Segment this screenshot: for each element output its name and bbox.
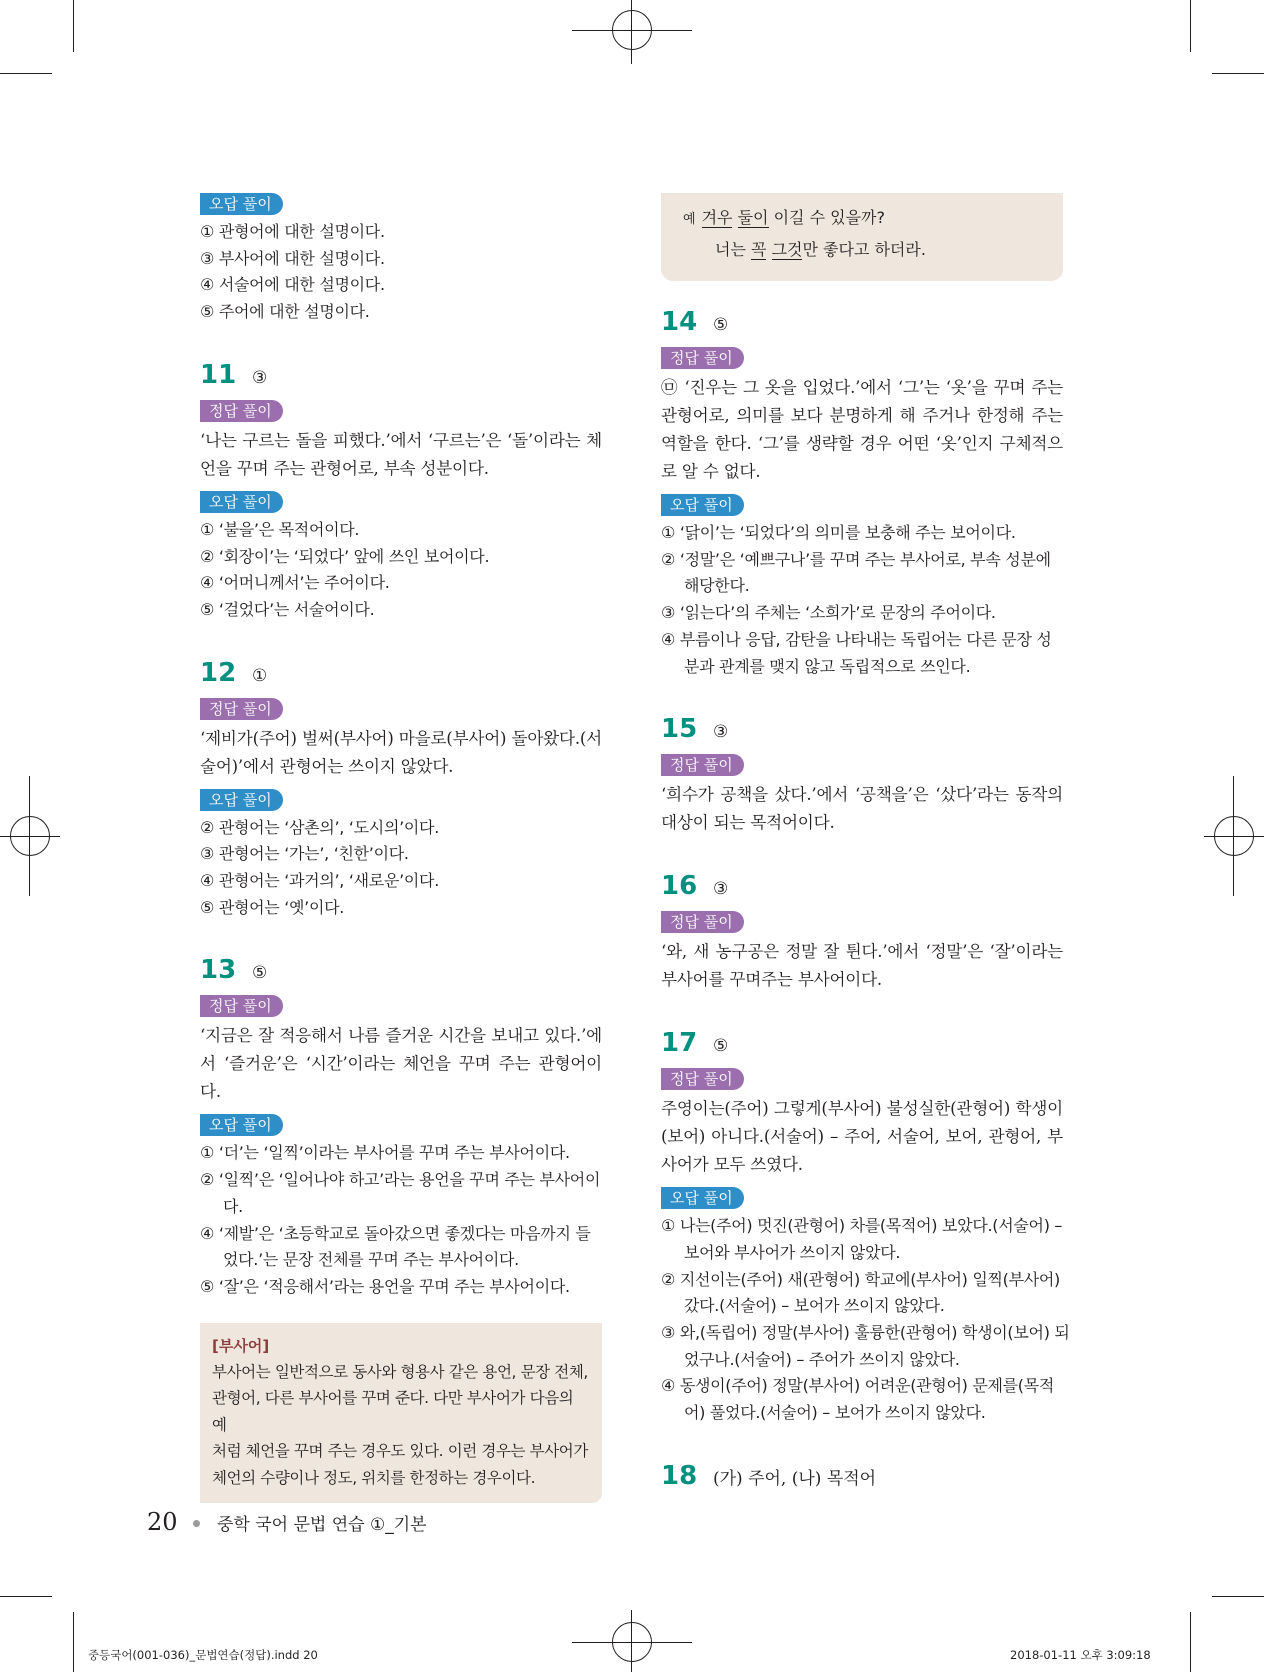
- wrong-answer-badge: 오답 풀이: [200, 789, 283, 811]
- registration-line: [631, 1610, 632, 1672]
- answer-choice: ①: [252, 665, 268, 686]
- question-header: [661, 871, 1063, 901]
- file-slug: 중등국어(001-036)_문법연습(정답).indd 20: [88, 1648, 318, 1662]
- explanation-text: ㉤ ‘진우는 그 옷을 입었다.’에서 ‘그’는 ‘옷’을 꾸며 주는 관형어로, 의미를 보다 분명하게 해 주거나 한정해 주는 역할을 한다. ‘그’를 생략할 경우 어떤 ‘옷’인지 구체적으로 알 수 없다.: [661, 378, 1063, 481]
- explanation-text: ‘나는 구르는 돌을 피했다.’에서 ‘구르는’은 ‘돌’이라는 체언을 꾸며 주는 관형어로, 부속 성분이다.: [200, 430, 602, 478]
- note-line: 관형어, 다른 부사어를 꾸며 준다. 다만 부사어가 다음의 예: [212, 1389, 574, 1434]
- wrong-answer-list: [200, 517, 602, 624]
- underlined-word: 둘이: [737, 208, 769, 227]
- list-item: ① ‘더’는 ‘일찍’이라는 부사어를 꾸며 주는 부사어이다.: [200, 1143, 570, 1163]
- correct-answer-badge: 정답 풀이: [661, 347, 744, 369]
- question-header: [661, 1028, 1063, 1058]
- crop-mark: [0, 73, 52, 74]
- explanation-text: ‘희수가 공책을 샀다.’에서 ‘공책을’은 ‘샀다’라는 동작의 대상이 되는 목적어이다.: [661, 785, 1063, 833]
- wrong-answer-list: [661, 520, 1063, 680]
- question-number: 14: [661, 307, 698, 337]
- answer-choice: ⑤: [252, 963, 268, 984]
- crop-mark: [1212, 73, 1264, 74]
- explanation-text: 주영이는(주어) 그렇게(부사어) 불성실한(관형어) 학생이(보어) 아니다.(서술어) – 주어, 서술어, 보어, 관형어, 부사어가 모두 쓰였다.: [661, 1099, 1063, 1175]
- registration-line: [29, 776, 30, 896]
- list-item: ① ‘불을’은 목적어이다.: [200, 519, 360, 539]
- list-item: ① ‘닭이’는 ‘되었다’의 의미를 보충해 주는 보어이다.: [661, 523, 1016, 542]
- list-item-continued: 었구나.(서술어) – 주어가 쓰이지 않았다.: [684, 1349, 960, 1369]
- list-item: ④ 부름이나 응답, 감탄을 나타내는 독립어는 다른 문장 성: [661, 629, 1052, 649]
- question-header: [661, 307, 1063, 337]
- list-item: ② ‘일찍’은 ‘일어나야 하고’라는 용언을 꾸며 주는 부사어이: [200, 1170, 601, 1190]
- explanation-text: ‘제비가(주어) 벌써(부사어) 마을로(부사어) 돌아왔다.(서술어)’에서 관형어는 쓰이지 않았다.: [200, 728, 602, 776]
- wrong-answer-list: [200, 815, 602, 922]
- crop-mark: [1190, 0, 1191, 52]
- wrong-answer-badge: 오답 풀이: [200, 491, 283, 513]
- question-number: 13: [200, 955, 237, 986]
- answer-choice: ③: [713, 722, 729, 743]
- list-item: ⑤ ‘잘’은 ‘적응해서’라는 용언을 꾸며 주는 부사어이다.: [200, 1276, 570, 1296]
- answer-choice: ⑤: [713, 315, 729, 335]
- list-item: ④ ‘제발’은 ‘초등학교로 돌아갔으면 좋겠다는 마음까지 들: [200, 1223, 591, 1243]
- example-line: 예 겨우 둘이 이길 수 있을까?: [683, 208, 885, 227]
- list-item-continued: 해당한다.: [684, 576, 750, 596]
- crop-mark: [0, 1596, 52, 1597]
- right-column: [661, 193, 1070, 1501]
- wrong-answer-badge: 오답 풀이: [200, 193, 283, 215]
- list-item: ④ 관형어는 ‘과거의’, ‘새로운’이다.: [200, 871, 439, 891]
- wrong-answer-list: [661, 1213, 1070, 1427]
- correct-answer-badge: 정답 풀이: [200, 995, 283, 1017]
- registration-line: [1233, 776, 1234, 896]
- question-number: 18: [661, 1460, 698, 1491]
- book-title: 중학 국어 문법 연습 ①_기본: [217, 1515, 427, 1535]
- underlined-word: 그것: [771, 240, 803, 259]
- crop-mark: [73, 0, 74, 52]
- list-item: ② ‘회장이’는 ‘되었다’ 앞에 쓰인 보어이다.: [200, 546, 490, 566]
- list-item: ③ 와,(독립어) 정말(부사어) 훌륭한(관형어) 학생이(보어) 되: [661, 1323, 1070, 1343]
- question-header: [661, 1461, 1063, 1491]
- answer-text: (가) 주어, (나) 목적어: [713, 1468, 877, 1489]
- question-number: 11: [200, 359, 237, 390]
- correct-answer-badge: 정답 풀이: [661, 754, 744, 776]
- list-item: ② ‘정말’은 ‘예쁘구나’를 꾸며 주는 부사어로, 부속 성분에: [661, 549, 1051, 569]
- correct-answer-badge: 정답 풀이: [200, 698, 283, 720]
- explanation-text: ‘지금은 잘 적응해서 나름 즐거운 시간을 보내고 있다.’에서 ‘즐거운’은 ‘시간’이라는 체언을 꾸며 주는 관형어이다.: [200, 1026, 602, 1102]
- list-item: ① 관형어에 대한 설명이다.: [200, 222, 385, 241]
- note-box: [200, 1323, 602, 1504]
- list-item-continued: 보어와 부사어가 쓰이지 않았다.: [684, 1242, 901, 1262]
- wrong-answer-badge: 오답 풀이: [200, 1114, 283, 1136]
- list-item: ③ 부사어에 대한 설명이다.: [200, 248, 385, 268]
- print-timestamp: 2018-01-11 오후 3:09:18: [1010, 1648, 1151, 1662]
- question-number: 17: [661, 1028, 698, 1059]
- crop-mark: [1212, 1596, 1264, 1597]
- question-header: [200, 658, 602, 688]
- list-item: ④ 동생이(주어) 정말(부사어) 어려운(관형어) 문제를(목적: [661, 1376, 1055, 1396]
- question-number: 12: [200, 657, 237, 688]
- page-number: 20: [147, 1508, 178, 1536]
- list-item-continued: 다.: [223, 1196, 243, 1216]
- list-item-continued: 갔다.(서술어) – 보어가 쓰이지 않았다.: [684, 1296, 945, 1316]
- note-line: 처럼 체언을 꾸며 주는 경우도 있다. 이런 경우는 부사어가: [212, 1442, 588, 1461]
- note-line: 부사어는 일반적으로 동사와 형용사 같은 용언, 문장 전체,: [212, 1362, 588, 1381]
- list-item: ④ 서술어에 대한 설명이다.: [200, 275, 385, 295]
- list-item: ① 나는(주어) 멋진(관형어) 차를(목적어) 보았다.(서술어) –: [661, 1216, 1063, 1236]
- question-header: [200, 955, 602, 985]
- list-item: ⑤ 관형어는 ‘옛’이다.: [200, 897, 345, 917]
- note-title: [부사어]: [212, 1336, 270, 1355]
- explanation-text: ‘와, 새 농구공은 정말 잘 튄다.’에서 ‘정말’은 ‘잘’이라는 부사어를 꾸며주는 부사어이다.: [661, 942, 1063, 990]
- list-item: ③ 관형어는 ‘가는’, ‘친한’이다.: [200, 844, 409, 864]
- list-item-continued: 분과 관계를 맺지 않고 독립적으로 쓰인다.: [684, 656, 971, 676]
- list-item: ⑤ 주어에 대한 설명이다.: [200, 302, 370, 322]
- question-header: [200, 360, 602, 390]
- question-number: 16: [661, 871, 698, 902]
- crop-mark: [73, 1612, 74, 1672]
- correct-answer-badge: 정답 풀이: [200, 400, 283, 422]
- example-line: 너는 꼭 그것만 좋다고 하더라.: [715, 240, 926, 259]
- example-mark-icon: 예: [683, 212, 696, 227]
- wrong-answer-list: [200, 219, 602, 326]
- list-item: ② 관형어는 ‘삼촌의’, ‘도시의’이다.: [200, 817, 439, 837]
- correct-answer-badge: 정답 풀이: [661, 911, 744, 933]
- answer-choice: ③: [252, 367, 268, 388]
- answer-choice: ⑤: [713, 1036, 729, 1057]
- underlined-word: 겨우: [701, 208, 733, 227]
- question-header: [661, 714, 1063, 744]
- crop-mark: [1190, 1612, 1191, 1672]
- registration-line: [631, 0, 632, 64]
- list-item-continued: 어) 풀었다.(서술어) – 보어가 쓰이지 않았다.: [684, 1403, 986, 1423]
- left-column: [200, 193, 602, 1503]
- wrong-answer-badge: 오답 풀이: [661, 494, 744, 516]
- list-item: ④ ‘어머니께서’는 주어이다.: [200, 573, 390, 593]
- note-line: 체언의 수량이나 정도, 위치를 한정하는 경우이다.: [212, 1468, 536, 1487]
- list-item: ② 지선이는(주어) 새(관형어) 학교에(부사어) 일찍(부사어): [661, 1269, 1061, 1289]
- list-item: ③ ‘읽는다’의 주체는 ‘소희가’로 문장의 주어이다.: [661, 603, 996, 623]
- list-item-continued: 었다.’는 문장 전체를 꾸며 주는 부사어이다.: [223, 1250, 519, 1270]
- example-box: [661, 193, 1063, 281]
- correct-answer-badge: 정답 풀이: [661, 1068, 744, 1090]
- wrong-answer-list: [200, 1140, 602, 1300]
- underlined-word: 꼭: [751, 240, 767, 259]
- answer-choice: ③: [713, 879, 729, 900]
- bullet-icon: [193, 1520, 200, 1527]
- question-number: 15: [661, 714, 698, 745]
- wrong-answer-badge: 오답 풀이: [661, 1187, 744, 1209]
- list-item: ⑤ ‘걸었다’는 서술어이다.: [200, 599, 375, 619]
